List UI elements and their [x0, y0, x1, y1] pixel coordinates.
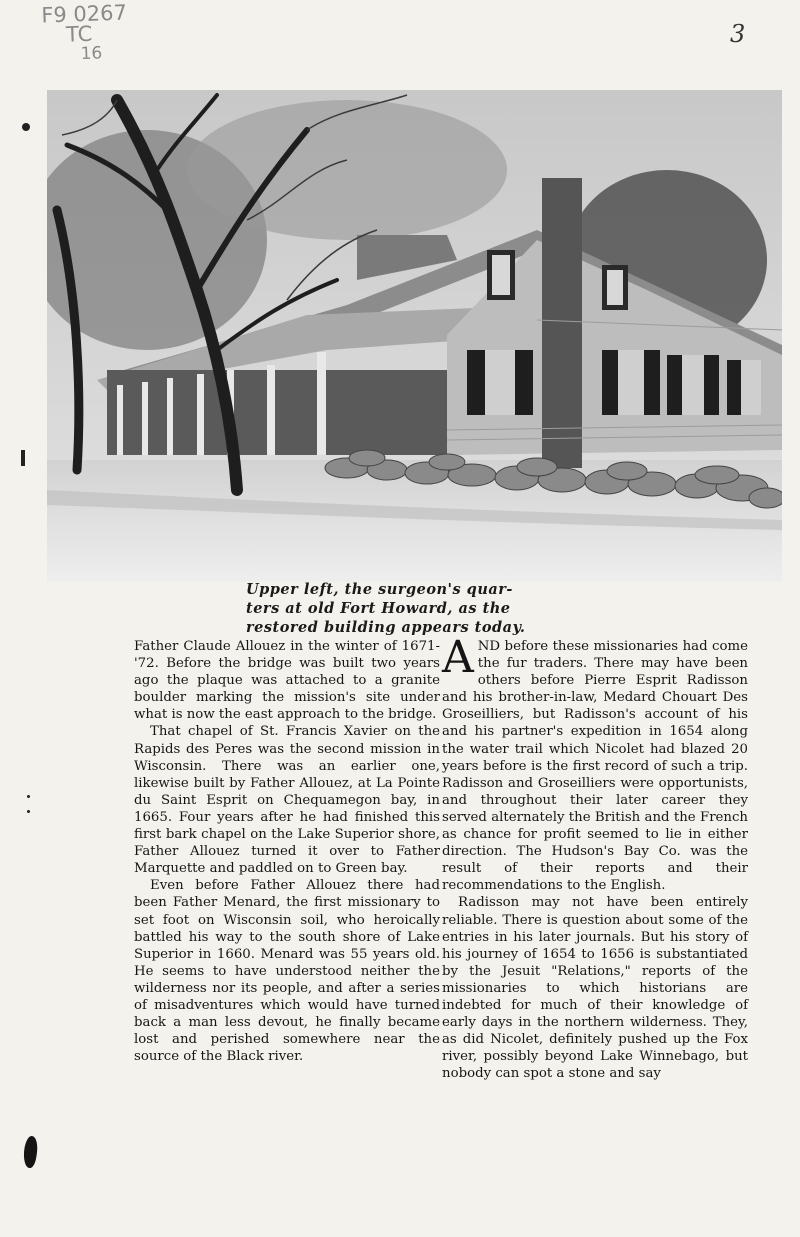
archive-code-tc: TC — [65, 21, 93, 47]
article-paragraph: That chapel of St. Francis Xavier on the Rapids des Peres was the second mission in Wisconsin. There was an earlier one, likewise built by Father Allouez, at La Pointe du Saint Esprit on Chequamegon bay, in 1665. Four years after he had finished this first bark chapel on the Lake Superior shore, Father Allouez turned it over to Father Marquette and paddled on to Green bay. — [134, 724, 440, 877]
lead-in: ND — [477, 639, 501, 654]
article-column-left — [134, 638, 440, 1065]
caption-line: ters at old Fort Howard, as the — [246, 600, 511, 617]
page-number: 3 — [730, 20, 746, 48]
article-paragraph: Father Claude Allouez in the winter of 1671-'72. Before the bridge was built two years ago the plaque was attached to a granite boulder marking the mission's site under what is now the east approach to the bridge. — [134, 639, 440, 723]
archive-handwritten-note — [40, 0, 129, 66]
historic-house-photo-icon — [47, 90, 782, 582]
paragraph-body: before these missionaries had come the fur traders. There may have been others before Pierre Esprit Radisson and his brother-in-law, Medard Chouart Des Groseilliers, but Radisson's account of his and his partner's expedition in 1654 along the water trail which Nicolet had blazed 20 years before is the first record of such a trip. Radisson and Groseilliers were opportunists, and throughout their later career they served alternately the British and the French as chance for profit seemed to lie in either direction. The Hudson's Bay Co. was the result of their reports and their recommendations to the English. — [442, 639, 748, 894]
margin-mark — [21, 450, 25, 466]
photo-caption — [246, 580, 546, 637]
margin-mark — [27, 810, 30, 813]
margin-mark — [27, 795, 30, 798]
ink-blot — [22, 1135, 39, 1168]
article-paragraph: Even before Father Allouez there had been Father Menard, the first missionary to set foot on Wisconsin soil, who heroically battled his way to the south shore of Lake Superior in 1660. Menard was 55 years old. He seems to have understood neither the wilderness nor its people, and after a series of misadventures which would have turned back a man less devout, he finally became lost and perished somewhere near the source of the Black river. — [134, 878, 440, 1065]
house-photo — [47, 90, 782, 582]
archive-code: F9 0267 — [40, 0, 128, 28]
drop-cap: A — [442, 632, 474, 683]
margin-mark — [22, 123, 30, 131]
article-paragraph — [442, 632, 748, 894]
article-paragraph: Radisson may not have been entirely reliable. There is question about some of the entries in his later journals. But his story of his journey of 1654 to 1656 is substantiated by the Jesuit "Relations," reports of the missionaries to which historians are indebted for much of their knowledge of early days in the northern wilderness. They, as did Nicolet, definitely pushed up the Fox river, possibly beyond Lake Winnebago, but nobody can spot a stone and say — [442, 895, 748, 1082]
archive-code-number: 16 — [80, 43, 103, 65]
caption-line: Upper left, the surgeon's quar- — [246, 581, 513, 598]
caption-line: restored building appears today. — [246, 619, 526, 636]
article-column-right — [442, 632, 748, 1082]
